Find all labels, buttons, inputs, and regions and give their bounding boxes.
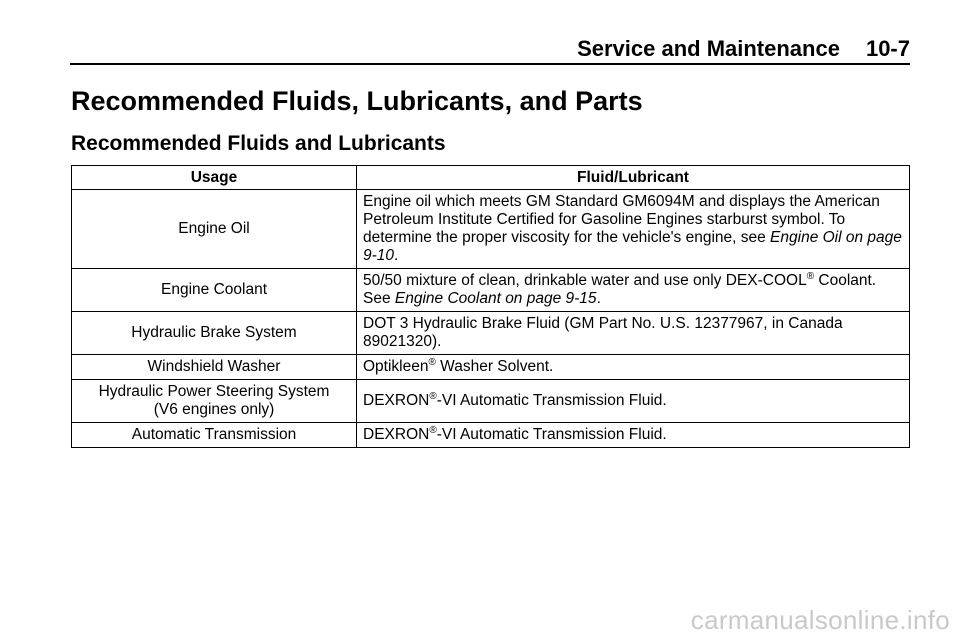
usage-cell: Windshield Washer xyxy=(72,355,357,380)
usage-cell xyxy=(72,380,357,423)
table-row xyxy=(72,190,910,269)
usage-cell: Engine Coolant xyxy=(72,269,357,312)
fluid-cell: DOT 3 Hydraulic Brake Fluid (GM Part No. U.S. 12377967, in Canada 89021320). xyxy=(357,312,910,355)
fluid-text-cont: Coolant. See xyxy=(363,272,877,307)
section-title: Service and Maintenance xyxy=(577,36,840,61)
fluid-text: Engine oil which meets GM Standard GM6094M and displays the American Petroleum Institute Certified for Gasoline Engines starburst symbol. To determine the proper viscosity for the vehicle's engine, see xyxy=(363,193,880,246)
page-title: Recommended Fluids, Lubricants, and Parts xyxy=(71,86,643,116)
fluids-table xyxy=(71,165,910,448)
table-header-row xyxy=(72,166,910,190)
fluid-text-tail: . xyxy=(394,247,399,264)
fluid-cell xyxy=(357,380,910,423)
usage-line: Hydraulic Power Steering System xyxy=(98,383,330,400)
running-header xyxy=(577,36,910,62)
fluid-text: DEXRON xyxy=(363,426,430,443)
page-reference: Engine Coolant on page 9-15 xyxy=(394,290,597,307)
table-row xyxy=(72,423,910,448)
table-row xyxy=(72,355,910,380)
table-row xyxy=(72,269,910,312)
column-header-usage: Usage xyxy=(72,166,357,190)
fluid-text-cont: -VI Automatic Transmission Fluid. xyxy=(436,426,667,443)
fluid-text-tail: . xyxy=(596,290,601,307)
fluid-cell xyxy=(357,269,910,312)
watermark: carmanualsonline.info xyxy=(690,605,950,635)
section-subtitle: Recommended Fluids and Lubricants xyxy=(71,132,446,155)
table-row xyxy=(72,380,910,423)
column-header-fluid: Fluid/Lubricant xyxy=(357,166,910,190)
registered-mark: ® xyxy=(806,271,815,282)
page-number: 10-7 xyxy=(865,36,910,61)
fluid-text: 50/50 mixture of clean, drinkable water and use only DEX-COOL xyxy=(363,272,807,289)
registered-mark: ® xyxy=(428,357,436,368)
fluid-text: Optikleen xyxy=(363,358,429,375)
header-rule xyxy=(70,63,910,65)
registered-mark: ® xyxy=(429,391,437,402)
usage-cell: Hydraulic Brake System xyxy=(72,312,357,355)
fluid-text-cont: Washer Solvent. xyxy=(435,358,554,375)
usage-line: (V6 engines only) xyxy=(153,401,275,418)
fluid-cell xyxy=(357,355,910,380)
fluid-cell xyxy=(357,423,910,448)
table-row xyxy=(72,312,910,355)
usage-cell: Automatic Transmission xyxy=(72,423,357,448)
fluid-text: DEXRON xyxy=(363,392,430,409)
usage-cell: Engine Oil xyxy=(72,190,357,269)
fluid-cell xyxy=(357,190,910,269)
registered-mark: ® xyxy=(429,425,437,436)
fluid-text-cont: -VI Automatic Transmission Fluid. xyxy=(436,392,667,409)
page-reference: Engine Oil on page 9-10 xyxy=(363,229,902,264)
